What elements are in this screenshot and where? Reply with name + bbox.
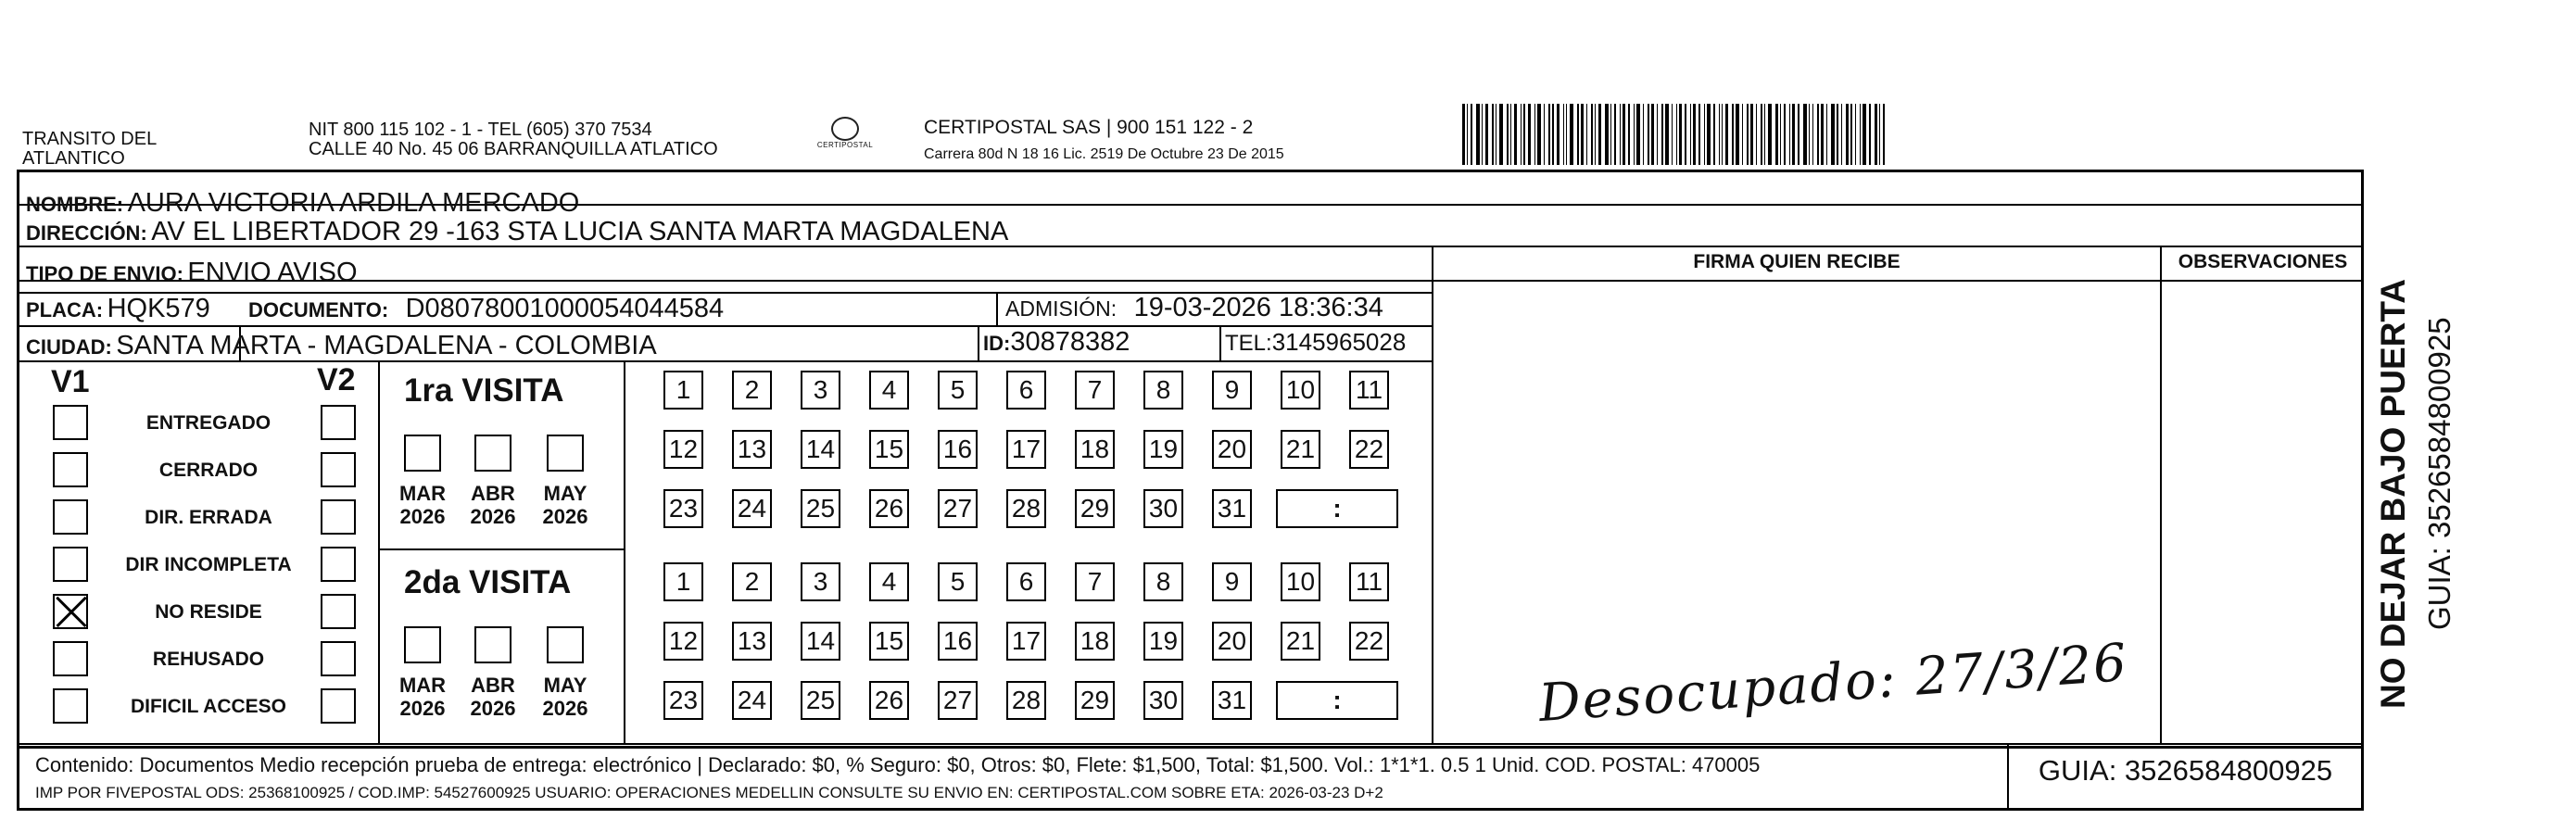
day-box[interactable]: 31 — [1212, 489, 1252, 528]
month-checkbox[interactable] — [474, 626, 511, 663]
day-box[interactable]: 29 — [1075, 681, 1115, 720]
month-label: ABR 2026 — [470, 482, 516, 528]
contenido-line: Contenido: Documentos Medio recepción prueba de entrega: electrónico | Declarado: $0, % Seguro: $0, Otros: $0, Flete: $1,500, Total: $1,500. Vol.: 1*1*1. 0.5 1 Unid. COD. POSTAL: 470005 — [35, 753, 1761, 776]
day-box[interactable]: 18 — [1075, 622, 1115, 661]
tel-field — [1225, 326, 1406, 362]
v2-checkbox[interactable] — [321, 452, 356, 487]
direccion-label: DIRECCIÓN: — [26, 221, 147, 245]
admision-value: 19-03-2026 18:36:34 — [1133, 293, 1383, 322]
day-box[interactable]: 11 — [1349, 371, 1389, 410]
ciudad-field — [26, 330, 657, 366]
day-box[interactable]: 15 — [869, 622, 909, 661]
tel-value: 3145965028 — [1271, 328, 1407, 356]
col-line — [996, 292, 998, 325]
status-label: REHUSADO — [152, 649, 265, 670]
day-box[interactable]: 16 — [938, 622, 978, 661]
month-label: MAY 2026 — [542, 674, 588, 720]
direccion-value: AV EL LIBERTADOR 29 -163 STA LUCIA SANTA MARTA MAGDALENA — [151, 217, 1009, 246]
v1-checkbox[interactable] — [53, 641, 88, 676]
tipo-value: ENVIO AVISO — [187, 258, 358, 287]
day-box[interactable]: 12 — [663, 622, 703, 661]
nombre-label: NOMBRE: — [26, 193, 124, 216]
visit-divider — [378, 548, 624, 550]
day-box[interactable]: 24 — [732, 681, 772, 720]
day-box[interactable]: 25 — [801, 681, 840, 720]
day-box[interactable]: 17 — [1006, 622, 1046, 661]
day-box[interactable]: 19 — [1143, 622, 1183, 661]
visit-title: 2da VISITA — [404, 564, 572, 600]
imp-line: IMP POR FIVEPOSTAL ODS: 25368100925 / COD.IMP: 54527600925 USUARIO: OPERACIONES MEDELLIN CONSULTE SU ENVIO EN: CERTIPOSTAL.COM SOBRE ETA: 2026-03-23 D+2 — [35, 784, 1383, 801]
tel-label: TEL: — [1225, 331, 1272, 356]
v2-checkbox[interactable] — [321, 499, 356, 535]
v2-checkbox[interactable] — [321, 547, 356, 582]
day-box[interactable]: 1 — [663, 371, 703, 410]
day-box[interactable]: 13 — [732, 622, 772, 661]
v1-checkbox[interactable] — [53, 452, 88, 487]
admision-label: ADMISIÓN: — [1005, 296, 1118, 321]
day-box[interactable]: 4 — [869, 371, 909, 410]
tipo-field — [26, 257, 358, 293]
day-box[interactable]: 21 — [1281, 430, 1320, 469]
day-box[interactable]: 13 — [732, 430, 772, 469]
logo-icon — [831, 117, 859, 141]
v1-checkbox[interactable] — [53, 688, 88, 724]
status-label: DIFICIL ACCESO — [130, 696, 286, 717]
row-line — [17, 280, 2364, 282]
v2-checkbox[interactable] — [321, 688, 356, 724]
month-label: MAR 2026 — [398, 674, 447, 720]
documento-value: D08078001000054044584 — [405, 294, 725, 323]
day-box[interactable]: 5 — [938, 562, 978, 601]
day-box[interactable]: 25 — [801, 489, 840, 528]
day-box[interactable]: 14 — [801, 430, 840, 469]
placa-label: PLACA: — [26, 298, 104, 321]
ciudad-label: CIUDAD: — [26, 335, 112, 359]
col-line — [2160, 246, 2162, 743]
col-line — [1219, 325, 1221, 360]
v2-header: V2 — [317, 362, 356, 397]
day-box[interactable]: 7 — [1075, 562, 1115, 601]
day-box[interactable]: 30 — [1143, 489, 1183, 528]
placa-field — [26, 293, 210, 329]
day-box[interactable]: 27 — [938, 681, 978, 720]
day-box[interactable]: 22 — [1349, 430, 1389, 469]
month-checkbox[interactable] — [404, 435, 441, 472]
admision-field — [1005, 292, 1383, 328]
day-box[interactable]: 8 — [1143, 562, 1183, 601]
day-box[interactable]: 28 — [1006, 681, 1046, 720]
placa-value: HQK579 — [107, 294, 210, 323]
day-box[interactable]: 15 — [869, 430, 909, 469]
day-box[interactable]: 6 — [1006, 562, 1046, 601]
day-box[interactable]: 2 — [732, 562, 772, 601]
id-value: 30878382 — [1010, 327, 1130, 357]
id-label: ID: — [983, 332, 1011, 355]
day-box[interactable]: 9 — [1212, 371, 1252, 410]
v1-header: V1 — [51, 364, 90, 399]
visit-title: 1ra VISITA — [404, 372, 564, 409]
day-box[interactable]: 19 — [1143, 430, 1183, 469]
v1-checkbox[interactable] — [53, 547, 88, 582]
certipostal-logo — [808, 117, 882, 149]
day-box[interactable]: 17 — [1006, 430, 1046, 469]
day-box[interactable]: 29 — [1075, 489, 1115, 528]
month-checkbox[interactable] — [547, 626, 584, 663]
day-box[interactable]: 12 — [663, 430, 703, 469]
status-label: CERRADO — [158, 460, 259, 481]
day-box[interactable]: 20 — [1212, 622, 1252, 661]
day-box[interactable]: 14 — [801, 622, 840, 661]
v1-checkbox[interactable] — [53, 594, 88, 629]
col-line — [1432, 246, 1433, 743]
v2-checkbox[interactable] — [321, 594, 356, 629]
day-box[interactable]: 5 — [938, 371, 978, 410]
v1-checkbox[interactable] — [53, 405, 88, 440]
day-box[interactable]: 8 — [1143, 371, 1183, 410]
documento-field — [248, 293, 724, 329]
month-checkbox[interactable] — [474, 435, 511, 472]
day-box[interactable]: 22 — [1349, 622, 1389, 661]
status-label: DIR. ERRADA — [145, 507, 272, 528]
status-label: DIR INCOMPLETA — [125, 554, 292, 575]
id-field — [983, 326, 1130, 362]
day-box[interactable]: 31 — [1212, 681, 1252, 720]
day-box[interactable]: 23 — [663, 681, 703, 720]
side-guia: GUIA: 3526584800925 — [2422, 317, 2456, 630]
status-label: NO RESIDE — [155, 601, 262, 623]
month-checkbox[interactable] — [547, 435, 584, 472]
col-line — [624, 360, 625, 743]
day-box[interactable]: 3 — [801, 562, 840, 601]
month-label: MAY 2026 — [542, 482, 588, 528]
day-box[interactable]: 3 — [801, 371, 840, 410]
day-box[interactable]: 11 — [1349, 562, 1389, 601]
day-box[interactable]: 27 — [938, 489, 978, 528]
handwritten-note: Desocupado: 27/3/26 — [1536, 632, 2130, 735]
time-box[interactable]: : — [1276, 681, 1398, 720]
month-label: MAR 2026 — [398, 482, 447, 528]
month-label: ABR 2026 — [470, 674, 516, 720]
col-line — [978, 325, 979, 360]
day-box[interactable]: 18 — [1075, 430, 1115, 469]
sender-address: CALLE 40 No. 45 06 BARRANQUILLA ATLATICO — [309, 139, 718, 159]
day-box[interactable]: 30 — [1143, 681, 1183, 720]
nit-line: NIT 800 115 102 - 1 - TEL (605) 370 7534 — [309, 120, 652, 140]
day-box[interactable]: 24 — [732, 489, 772, 528]
v2-checkbox[interactable] — [321, 405, 356, 440]
direccion-field — [26, 216, 1008, 252]
day-box[interactable]: 2 — [732, 371, 772, 410]
day-box[interactable]: 4 — [869, 562, 909, 601]
logo-text: CERTIPOSTAL — [816, 141, 874, 149]
v2-checkbox[interactable] — [321, 641, 356, 676]
v1-checkbox[interactable] — [53, 499, 88, 535]
day-box[interactable]: 6 — [1006, 371, 1046, 410]
day-box[interactable]: 26 — [869, 489, 909, 528]
time-box[interactable]: : — [1276, 489, 1398, 528]
day-box[interactable]: 16 — [938, 430, 978, 469]
status-label: ENTREGADO — [145, 412, 271, 434]
day-box[interactable]: 7 — [1075, 371, 1115, 410]
company-line: CERTIPOSTAL SAS | 900 151 122 - 2 — [924, 117, 1254, 138]
day-box[interactable]: 1 — [663, 562, 703, 601]
documento-label: DOCUMENTO: — [248, 298, 389, 321]
day-box[interactable]: 9 — [1212, 562, 1252, 601]
barcode — [1462, 104, 1888, 165]
day-box[interactable]: 23 — [663, 489, 703, 528]
day-box[interactable]: 20 — [1212, 430, 1252, 469]
day-box[interactable]: 28 — [1006, 489, 1046, 528]
day-box[interactable]: 21 — [1281, 622, 1320, 661]
guia-footer: GUIA: 3526584800925 — [2038, 754, 2333, 787]
sender-org — [22, 130, 157, 169]
day-box[interactable]: 10 — [1281, 371, 1320, 410]
sender-org-line2: ATLANTICO — [22, 148, 125, 169]
side-warning: NO DEJAR BAJO PUERTA — [2374, 279, 2412, 709]
ciudad-value: SANTA MARTA - MAGDALENA - COLOMBIA — [116, 331, 657, 360]
col-line — [378, 360, 380, 743]
sender-org-line1: TRANSITO DEL — [22, 129, 158, 149]
tipo-label: TIPO DE ENVIO: — [26, 262, 183, 285]
day-box[interactable]: 10 — [1281, 562, 1320, 601]
company-address: Carrera 80d N 18 16 Lic. 2519 De Octubre 23 De 2015 — [924, 146, 1284, 162]
nombre-value: AURA VICTORIA ARDILA MERCADO — [127, 188, 580, 218]
firma-header: FIRMA QUIEN RECIBE — [1693, 251, 1900, 272]
day-box[interactable]: 26 — [869, 681, 909, 720]
observaciones-header: OBSERVACIONES — [2178, 251, 2348, 272]
sender-contact — [309, 120, 718, 159]
month-checkbox[interactable] — [404, 626, 441, 663]
